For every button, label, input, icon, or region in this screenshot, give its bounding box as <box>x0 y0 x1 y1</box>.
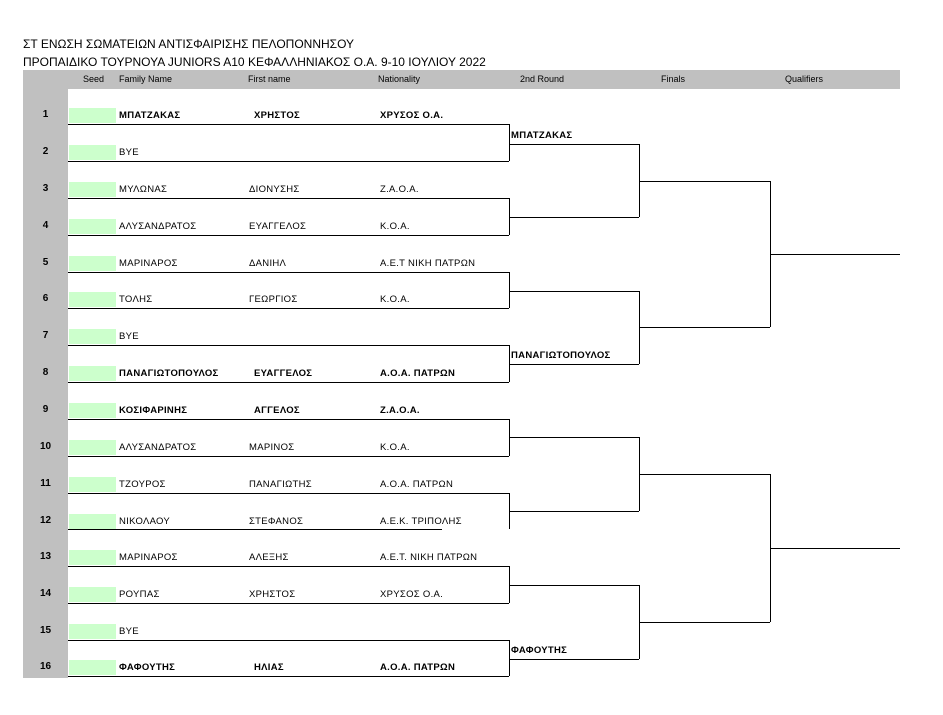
player-first-name: ΔΑΝΙΗΛ <box>249 258 287 269</box>
position-number: 3 <box>42 183 49 194</box>
seed-cell[interactable] <box>69 587 116 602</box>
seed-cell[interactable] <box>69 256 116 271</box>
bracket-line <box>68 235 509 236</box>
player-first-name: ΠΑΝΑΓΙΩΤΗΣ <box>249 479 312 490</box>
player-first-name: ΗΛΙΑΣ <box>254 662 284 673</box>
bracket-line <box>509 217 639 218</box>
bracket-line <box>770 254 900 255</box>
bracket-line <box>68 676 509 677</box>
position-number: 12 <box>39 515 52 526</box>
player-family-name: ΜΑΡΙΝΑΡΟΣ <box>119 258 178 269</box>
player-first-name: ΑΛΕΞΗΣ <box>249 552 289 563</box>
bracket-line <box>68 566 509 567</box>
player-nationality: Α.Ο.Α. ΠΑΤΡΩΝ <box>380 368 456 379</box>
bracket-line <box>68 603 509 604</box>
seed-cell[interactable] <box>69 440 116 455</box>
player-nationality: ΧΡΥΣΟΣ Ο.Α. <box>380 589 444 600</box>
player-family-name: ΝΙΚΟΛΑΟΥ <box>119 516 171 527</box>
position-number: 11 <box>40 478 51 489</box>
bracket-line <box>68 198 509 199</box>
player-nationality: Κ.Ο.Α. <box>380 221 410 232</box>
bracket-line <box>509 124 510 161</box>
bracket-line <box>68 308 509 309</box>
second-round-winner: ΦΑΦΟΥΤΗΣ <box>511 645 568 656</box>
player-nationality: Α.Ε.Τ. ΝΙΚΗ ΠΑΤΡΩΝ <box>380 552 478 563</box>
bracket-line <box>509 511 639 512</box>
bracket-line <box>639 181 770 182</box>
bracket-line <box>639 327 770 328</box>
player-family-name: ΤΟΛΗΣ <box>119 294 153 305</box>
player-family-name: ΦΑΦΟΥΤΗΣ <box>119 662 176 673</box>
seed-cell[interactable] <box>69 145 116 160</box>
seed-cell[interactable] <box>69 660 116 675</box>
player-family-name: ΜΑΡΙΝΑΡΟΣ <box>119 552 178 563</box>
header-first-name: First name <box>248 74 291 84</box>
seed-cell[interactable] <box>69 403 116 418</box>
player-first-name: ΔΙΟΝΥΣΗΣ <box>249 184 300 195</box>
player-first-name: ΑΓΓΕΛΟΣ <box>254 405 300 416</box>
header-qualifiers: Qualifiers <box>785 74 824 84</box>
bracket-line <box>68 493 509 494</box>
header-seed: Seed <box>83 74 105 84</box>
player-first-name: ΕΥΑΓΓΕΛΟΣ <box>254 368 313 379</box>
player-family-name: ΚΟΣΙΦΑΡΙΝΗΣ <box>119 405 188 416</box>
player-nationality: Κ.Ο.Α. <box>380 294 410 305</box>
position-number: 2 <box>42 146 49 157</box>
position-number: 15 <box>39 625 52 636</box>
seed-cell[interactable] <box>69 219 116 234</box>
second-round-winner: ΠΑΝΑΓΙΩΤΟΠΟΥΛΟΣ <box>511 350 611 361</box>
column-header-bar <box>23 70 900 89</box>
player-first-name: ΧΡΗΣΤΟΣ <box>254 110 301 121</box>
player-nationality: Α.Ε.Τ ΝΙΚΗ ΠΑΤΡΩΝ <box>380 258 476 269</box>
player-family-name: BYE <box>119 626 139 637</box>
player-family-name: ΠΑΝΑΓΙΩΤΟΠΟΥΛΟΣ <box>119 368 219 379</box>
bracket-line <box>68 161 509 162</box>
player-family-name: BYE <box>119 331 139 342</box>
header-finals: Finals <box>661 74 686 84</box>
tournament-subtitle: ΠΡΟΠΑΙΔΙΚΟ ΤΟΥΡΝΟΥΑ JUNIORS A10 ΚΕΦΑΛΛΗΝΙΑΚΟΣ Ο.Α. 9-10 ΙΟΥΛΙΟΥ 2022 <box>23 55 486 69</box>
bracket-line <box>68 124 509 125</box>
bracket-line <box>509 659 639 660</box>
position-number: 10 <box>39 441 52 452</box>
player-family-name: BYE <box>119 147 139 158</box>
bracket-line <box>639 622 770 623</box>
position-number: 7 <box>42 330 49 341</box>
header-nationality: Nationality <box>378 74 421 84</box>
bracket-line <box>68 419 509 420</box>
position-number: 1 <box>42 109 49 120</box>
player-nationality: ΧΡΥΣΟΣ Ο.Α. <box>380 110 444 121</box>
player-nationality: Α.Ε.Κ. ΤΡΙΠΟΛΗΣ <box>380 516 462 527</box>
bracket-line <box>68 382 509 383</box>
seed-cell[interactable] <box>69 366 116 381</box>
seed-cell[interactable] <box>69 182 116 197</box>
bracket-line <box>68 529 442 530</box>
player-first-name: ΧΡΗΣΤΟΣ <box>249 589 296 600</box>
bracket-line <box>509 585 639 586</box>
bracket-line <box>509 437 639 438</box>
seed-cell[interactable] <box>69 624 116 639</box>
bracket-line <box>68 456 509 457</box>
seed-cell[interactable] <box>69 550 116 565</box>
header-family-name: Family Name <box>119 74 173 84</box>
player-first-name: ΜΑΡΙΝΟΣ <box>249 442 295 453</box>
position-number: 9 <box>42 404 49 415</box>
seed-cell[interactable] <box>69 477 116 492</box>
bracket-line <box>509 272 510 308</box>
position-number: 5 <box>42 257 49 268</box>
seed-cell[interactable] <box>69 514 116 529</box>
player-first-name: ΣΤΕΦΑΝΟΣ <box>249 516 304 527</box>
player-nationality: Κ.Ο.Α. <box>380 442 410 453</box>
player-nationality: Α.Ο.Α. ΠΑΤΡΩΝ <box>380 662 456 673</box>
seed-cell[interactable] <box>69 292 116 307</box>
second-round-winner: ΜΠΑΤΖΑΚΑΣ <box>511 130 573 141</box>
player-nationality: Ζ.Α.Ο.Α. <box>380 184 419 195</box>
header-2nd-round: 2nd Round <box>520 74 565 84</box>
bracket-line <box>509 364 639 365</box>
seed-cell[interactable] <box>69 329 116 344</box>
bracket-line <box>68 640 509 641</box>
document-title: ΣΤ ΕΝΩΣΗ ΣΩΜΑΤΕΙΩΝ ΑΝΤΙΣΦΑΙΡΙΣΗΣ ΠΕΛΟΠΟΝΝΗΣΟΥ <box>23 37 355 51</box>
player-family-name: ΜΠΑΤΖΑΚΑΣ <box>119 110 181 121</box>
player-family-name: ΤΖΟΥΡΟΣ <box>119 479 166 490</box>
player-family-name: ΜΥΛΩΝΑΣ <box>119 184 168 195</box>
bracket-line <box>509 640 510 676</box>
player-nationality: Α.Ο.Α. ΠΑΤΡΩΝ <box>380 479 454 490</box>
bracket-line <box>68 345 509 346</box>
player-first-name: ΓΕΩΡΓΙΟΣ <box>249 294 298 305</box>
player-family-name: ΡΟΥΠΑΣ <box>119 589 160 600</box>
player-nationality: Ζ.Α.Ο.Α. <box>380 405 420 416</box>
player-first-name: ΕΥΑΓΓΕΛΟΣ <box>249 221 307 232</box>
bracket-line <box>68 272 509 273</box>
player-family-name: ΑΛΥΣΑΝΔΡΑΤΟΣ <box>119 442 197 453</box>
position-number: 8 <box>42 367 49 378</box>
position-number: 14 <box>39 588 52 599</box>
position-number: 6 <box>42 293 49 304</box>
position-number: 13 <box>39 551 52 562</box>
seed-cell[interactable] <box>69 108 116 123</box>
bracket-line <box>509 291 639 292</box>
player-family-name: ΑΛΥΣΑΝΔΡΑΤΟΣ <box>119 221 197 232</box>
bracket-line <box>639 474 770 475</box>
bracket-line <box>509 144 639 145</box>
bracket-line <box>770 548 900 549</box>
position-number: 16 <box>39 661 52 672</box>
position-number: 4 <box>42 220 49 231</box>
